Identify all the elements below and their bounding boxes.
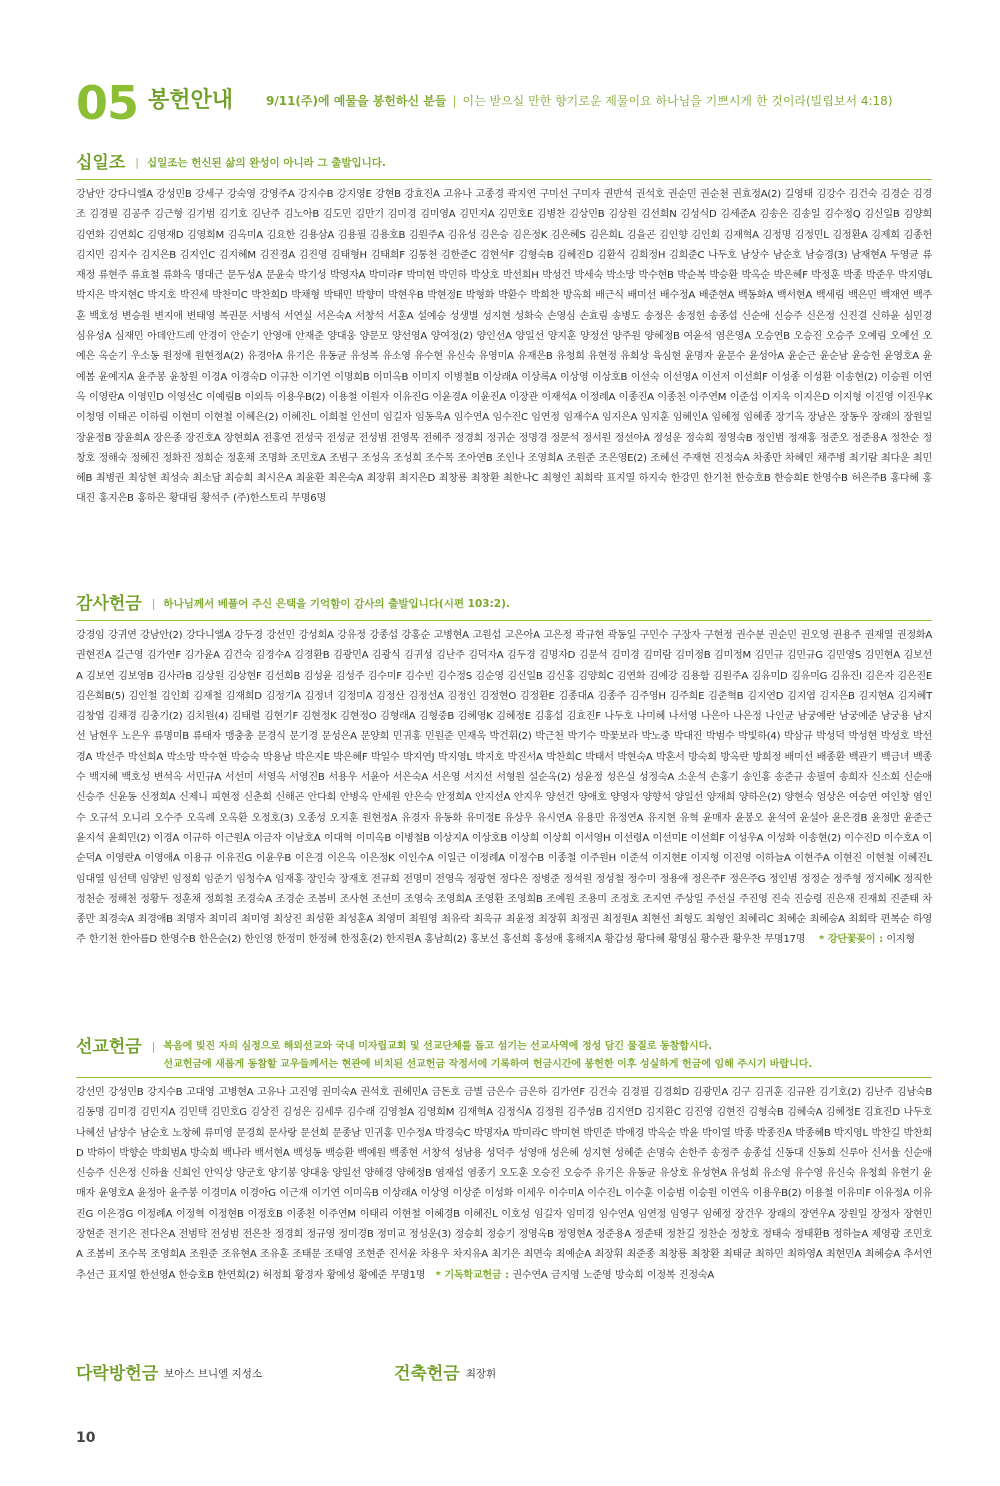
thanks-section <box>76 591 932 951</box>
thanks-heading <box>76 591 932 617</box>
flower-note-label: * 강단꽃꽂이 : <box>819 934 883 946</box>
header-verse: 이는 받으실 만한 향기로운 제물이요 하나님을 기쁘시게 한 것이라(빌립보서 4:18) <box>462 94 893 108</box>
spring-names: 보아스 브니엘 지성소 <box>164 1368 263 1380</box>
page-header <box>76 78 936 128</box>
section-number: 05 <box>76 76 139 130</box>
tithe-section <box>76 150 932 510</box>
tithe-description: 십일조는 헌신된 삶의 완성이 아니라 그 출발입니다. <box>147 157 386 169</box>
divider: | <box>151 1040 156 1053</box>
mission-donor-list <box>76 1083 932 1286</box>
header-subtitle-text: 9/11(주)에 예물을 봉헌하신 분들 <box>266 94 447 108</box>
header-subtitle <box>266 92 893 110</box>
tithe-title: 십일조 <box>76 153 126 173</box>
school-note-label: * 기독학교헌금 : <box>435 1269 509 1281</box>
section-rule <box>76 179 932 180</box>
page-number: 10 <box>76 1430 96 1446</box>
thanks-names: 강경임 강귀연 강남안(2) 강다니엘A 강두경 강선민 강성희A 강유정 강종섭 강홍순 고병현A 고원섭 고은아A 고은정 곽규현 곽동일 구민수 구장자 구현정 권수분 권순민 권오영 권용주 권재열 권정화A 권현진A 길근영 김가연F 김가윤A 김건숙 김경수A 김경환B 김광민A 김광식 김귀성 김난주 김덕자A 김두경 김명자D 김문석 김미경 김미람 김미정B 김미정M 김민규 김민규G 김민영S 김민현A 김보선A 김보연 김보영B 김사라B 김상원 김상현F 김선희B 김성윤 김성주 김수미F 김수빈 김수정S 김순영 김신일B 김신홍 김양희C 김연화 김예강 김용함 김원주A 김유미D 김유미G 김유진I 김은자 김은진E 김은희B(5) 김인철 김인희 김재철 김재희D 김정기A 김정녀 김정미A 김정산 김정선A 김정인 김정현O 김정환E 김종대A 김종주 김주영H 김주희E 김준혁B 김지연D 김지엽 김지은B 김지현A 김지혜T 김창엽 김채경 김충기(2) 김치원(4) 김태렬 김현기F 김현정K 김현정O 김형래A 김형중B 김혜영K 김혜정E 김홍섭 김효진F 나두호 나미혜 나서영 나은아 나은정 나인균 남궁예란 남궁예준 남궁용 남지선 남현우 노은우 류명미B 류태자 맹충총 문경식 문기경 문성은A 문양희 민귀홍 민원준 민재욱 박건휘(2) 박근천 박기수 박꽃보라 박노중 박대진 박범수 박빛하(4) 박삼규 박성덕 박성현 박성호 박선경A 박선주 박선희A 박소망 박수현 박승숙 박용남 박은지E 박은혜F 박일수 박지연J 박지영L 박지호 박진서A 박찬희C 박태서 박현숙A 박혼서 방숙희 방옥란 방희정 배미선 배종환 백관기 백금녀 백종수 백지혜 백호성 변석옥 서민규A 서선미 서영옥 서영진B 서용우 서윤아 서은숙A 서은영 서지선 서형원 설순옥(2) 성윤정 성은실 성정숙A 소운석 손홍기 송인홍 송준규 송필여 송희자 신소희 신순애 신승주 신윤동 신정희A 신제니 피현정 신춘희 신해곤 안다희 안병옥 안세원 안은숙 안정희A 안지선A 안지우 양선건 양애호 양영자 양향석 양일선 양재희 양하은(2) 양현숙 엄상은 여승연 여인창 염인수 오규석 오니리 오수주 오옥례 오옥환 오정호(3) 오종성 오지훈 원현정A 유경자 유동화 유미정E 유상우 유시연A 유용만 유정연A 유지현 유혁 윤매자 윤봉오 윤석여 윤설아 윤은경B 윤정만 윤준근 윤지석 윤희민(2) 이경A 이규하 이근원A 이금자 이남호A 이대혁 이미옥B 이병철B 이상지A 이상호B 이상희 이상희 이서영H 이선령A 이선미E 이선희F 이성우A 이성화 이송현(2) 이수진D 이수호A 이순덕A 이영란A 이영애A 이용규 이유진G 이윤우B 이은경 이은옥 이은정K 이인수A 이일근 이정례A 이정수B 이종철 이주원H 이준석 이지현E 이지형 이진영 이하늘A 이현주A 이현진 이현철 이혜진L 임대열 임선택 임양빈 임정희 임준기 임청수A 임재홍 장인숙 장재호 전규희 전명미 전영옥 정광현 정다은 정병준 정석원 정성철 정수미 정용애 정은주F 정은주G 정인범 정정순 정주형 정지혜K 정직한 정천순 정해천 정황두 정훈채 정희철 조경숙A 조경순 조봄비 조사현 조선미 조영숙 조영희A 조영환 조영희B 조예원 조용미 조정호 조지연 주상일 주선실 주진영 진숙 진승령 진은재 진재희 진준태 차종만 최경숙A 최경애B 최명자 최미리 최미영 최상진 최성환 최성훈A 최영미 최원영 최유락 최욱규 최윤정 최장휘 최정권 최정원A 최현선 최형도 최형인 최혜리C 최혜순 최혜승A 최희락 편복순 하영주 한기천 한아름D 한영수B 한은순(2) 한인영 한정미 한정혜 한정훈(2) 한지원A 홍남희(2) 홍보선 홍선희 홍성애 홍해지A 황갑성 황다혜 황명심 황수관 황우찬 무명17명 <box>76 630 932 946</box>
mission-section <box>76 1034 932 1286</box>
building-title: 건축헌금 <box>394 1364 460 1384</box>
mission-description <box>163 1034 903 1074</box>
mission-title: 선교헌금 <box>76 1037 142 1057</box>
tithe-donor-list: 강남안 강다니엘A 강성민B 강세구 강숙영 강영주A 강지수B 강지영E 강현B 강효진A 고유나 고종경 곽지연 구미선 구미자 권반석 권석호 권순민 권순천 권효정A(2) 길영태 김강수 김건숙 김경순 김경조 김경필 김공주 김근형 김기범 김기호 김난주 김노아B 김도민 김만기 김미경 김미영A 김민지A 김민호E 김병찬 김상민B 김상원 김선희N 김성식D 김세준A 김송은 김송일 김수정Q 김신일B 김양희 김연화 김연희C 김영재D 김영희M 김옥미A 김요한 김용삼A 김용필 김용호B 김원주A 김유성 김은승 김은정K 김은혜S 김은희L 김을곤 김인향 김인회 김재혁A 김정명 김정민L 김정환A 김제희 김종헌 김지민 김지수 김지은B 김지인C 김지혜M 김진경A 김진영 김태형H 김태희F 김통천 김한준C 김현석F 김형숙B 김혜진D 김환식 김희정H 김희준C 나두호 남상수 남순호 남승경(3) 남재현A 두영균 류재정 류현주 류효철 류화옥 명대근 문두성A 문윤숙 박기성 박영자A 박미라F 박미현 박민하 박상호 박선희H 박성건 박세숙 박소망 박수현B 박순복 박승환 박옥순 박은혜F 박정훈 박종 박준우 박지영L 박지은 박지현C 박지호 박진세 박찬미C 박찬희D 박채형 박태민 박향미 박현우B 박현정E 박형화 박환수 박희찬 방옥희 배근식 배미선 배수정A 배준현A 백동화A 백서현A 백세림 백은민 백재연 백주훈 백호성 변승원 변지애 변태영 복권문 서병석 서연실 서은숙A 서창석 서훈A 설예승 성생별 성지현 성화숙 손영심 손효림 송병도 송정은 송정헌 송종섭 신순애 신승주 신은정 신진결 신하윤 심민경 심유성A 심재민 아데안드레 안경이 안순기 안영애 안재준 양대웅 양문모 양선영A 양여정(2) 양인선A 양일선 양지훈 양정선 양주원 양혜정B 여윤석 염은영A 오승연B 오승진 오승주 오예림 오예선 오예은 옥순기 우소동 원정애 원현정A(2) 유경아A 유기은 유동균 유성복 유소영 유수현 유신숙 유영미A 유재은B 유청희 유현정 유희상 육심현 윤명자 윤문수 윤성아A 윤순근 윤순남 윤승헌 윤영호A 윤예봄 윤예지A 윤주봉 윤창원 이경A 이경숙D 이규찬 이기연 이명희B 이미옥B 이미지 이병철B 이상래A 이상록A 이상영 이상호B 이선숙 이선영A 이선저 이선희F 이성종 이성환 이송현(2) 이승원 이연옥 이영란A 이영민D 이영선C 이예림B 이외득 이용우B(2) 이용철 이원자 이유진G 이윤경A 이윤진A 이장관 이재석A 이정례A 이종진A 이종천 이주연M 이준섭 이지욱 이지은D 이지형 이진영 이진우K 이청영 이태곤 이하림 이현미 이현철 이혜은(2) 이혜진L 이희철 인선미 임길자 임동욱A 임수연A 임수진C 임연정 임재수A 임지은A 임지훈 임혜인A 임혜정 임혜종 장기옥 장남은 장동우 장래의 장원일 장윤정B 장윤희A 장은종 장진호A 장현희A 전홍연 전성국 전성균 전성범 전영목 전혜주 정경희 정귀순 정명경 정문석 정서원 정선아A 정성운 정숙희 정영숙B 정인범 정재홍 정준오 정준용A 정찬순 정창호 정해숙 정혜진 정화진 정희순 정훈채 조명화 조민호A 조범구 조성옥 조성희 조수목 조아연B 조인나 조영희A 조원준 조은영E(2) 조혜선 주재현 진정숙A 차종만 차혜민 채주병 최기람 최다운 최민혜B 최병권 최상현 최성숙 최소담 최승희 최시은A 최윤환 최은숙A 최장휘 최지은D 최창룡 최창환 최한나C 최형인 최희락 표지열 하지숙 한강민 한기천 한승호B 한승희E 한영수B 허은주B 홍다혜 홍대진 홍지은B 홍하은 황대림 황석주 (주)한스토리 무명6명 <box>76 189 932 505</box>
section-rule <box>76 1077 932 1078</box>
building-offering <box>394 1360 496 1388</box>
thanks-donor-list <box>76 626 932 951</box>
divider: | <box>135 156 139 169</box>
school-note-value: 권수연A 금지영 노준영 방숙희 이정복 진정숙A <box>512 1269 715 1281</box>
bottom-offerings <box>76 1360 932 1390</box>
divider: | <box>452 94 457 108</box>
mission-desc-line1: 복음에 빚진 자의 심정으로 해외선교와 국내 미자립교회 및 선교단체를 돕고 섬기는 선교사역에 정성 담긴 물질로 동참합시다. <box>163 1041 713 1052</box>
mission-heading <box>76 1034 932 1074</box>
spring-title: 다락방헌금 <box>76 1364 159 1384</box>
building-names: 최장휘 <box>465 1368 497 1380</box>
divider: | <box>151 597 156 610</box>
spring-offering <box>76 1360 262 1388</box>
tithe-heading <box>76 150 932 176</box>
section-rule <box>76 620 932 621</box>
mission-desc-line2: 선교헌금에 새롭게 동참할 교우들께서는 현관에 비치된 선교헌금 작정서에 기록하여 헌금시간에 봉헌한 이후 성실하게 헌금에 임해 주시기 바랍니다. <box>163 1059 813 1070</box>
section-title: 봉헌안내 <box>148 88 234 113</box>
thanks-title: 감사헌금 <box>76 594 142 614</box>
mission-names: 강선민 강성민B 강지수B 고대영 고병현A 고유나 고진영 권미숙A 권석호 권혜민A 금돈호 금별 금은수 금은하 김가연F 김건숙 김경필 김경희D 김광민A 김구 김귀훈 김규완 김기호(2) 김난주 김남숙B 김동명 김미경 김민지A 김민택 김민호G 김상진 김성은 김세루 김수래 김영철A 김영희M 김재혁A 김정식A 김정원 김주성B 김지연D 김지환C 김진영 김현진 김형숙B 김혜숙A 김혜정E 김효진D 나두호 나혜선 남상수 남순호 노창혜 류미영 문경희 문사랑 문선희 문종남 민귀홍 민수정A 박경숙C 박명자A 박미라C 박미현 박민준 박애경 박옥순 박윤 박이열 박종 박종진A 박종혜B 박지영L 박찬길 박찬희D 박하이 박향순 박희범A 방숙희 백나라 백서현A 백성동 백승환 백예원 백종현 서창석 성남용 성덕주 성영애 성은혜 성지현 성혜준 손명숙 손한주 송정주 송종섭 신동대 신동희 신루아 신서율 신순애 신승주 신은정 신하율 신희인 안익상 양군호 양기봉 양대웅 양일선 양해경 양혜정B 염재섭 염종기 오도훈 오승진 오승주 유기은 유동균 유상호 유성현A 유성희 유소영 유수영 유신숙 유청희 유현기 윤매자 윤영호A 윤정아 윤주봉 이경미A 이경아G 이근재 이기연 이미옥B 이상래A 이상영 이상준 이성화 이세우 이수미A 이수진L 이수훈 이승범 이승원 이연옥 이용우B(2) 이용철 이유미F 이유정A 이유진G 이은경G 이정례A 이정혁 이정현B 이정호B 이종천 이주연M 이태리 이현철 이혜경B 이혜진L 이호성 임길자 임미경 임수연A 임연정 임영구 임혜정 장건우 장래의 장연우A 장원일 장정자 장현민 장현준 전기은 전다은A 전범탁 전성범 전은찬 정경희 정규영 정미경B 정미교 정성운(3) 정승희 정승기 정영옥B 정영현A 정준용A 정준태 정찬길 정찬순 정창호 정태숙 정태환B 정하늘A 제영광 조민호A 조봄비 조수목 조영희A 조원준 조유현A 조유훈 조태문 조태영 조현준 진서윤 차용우 차지유A 최기은 최면숙 최예순A 최장휘 최준종 최창룡 최창환 최태균 최하민 최하영A 최현민A 최혜승A 추서연 추선근 표지열 한선영A 한승호B 한연희(2) 허정희 황경자 황예성 황예준 무명1명 <box>76 1087 932 1281</box>
thanks-description: 하나님께서 베풀어 주신 은택을 기억함이 감사의 출발입니다(시편 103:2). <box>163 598 510 610</box>
flower-note-value: 이지형 <box>886 934 915 946</box>
